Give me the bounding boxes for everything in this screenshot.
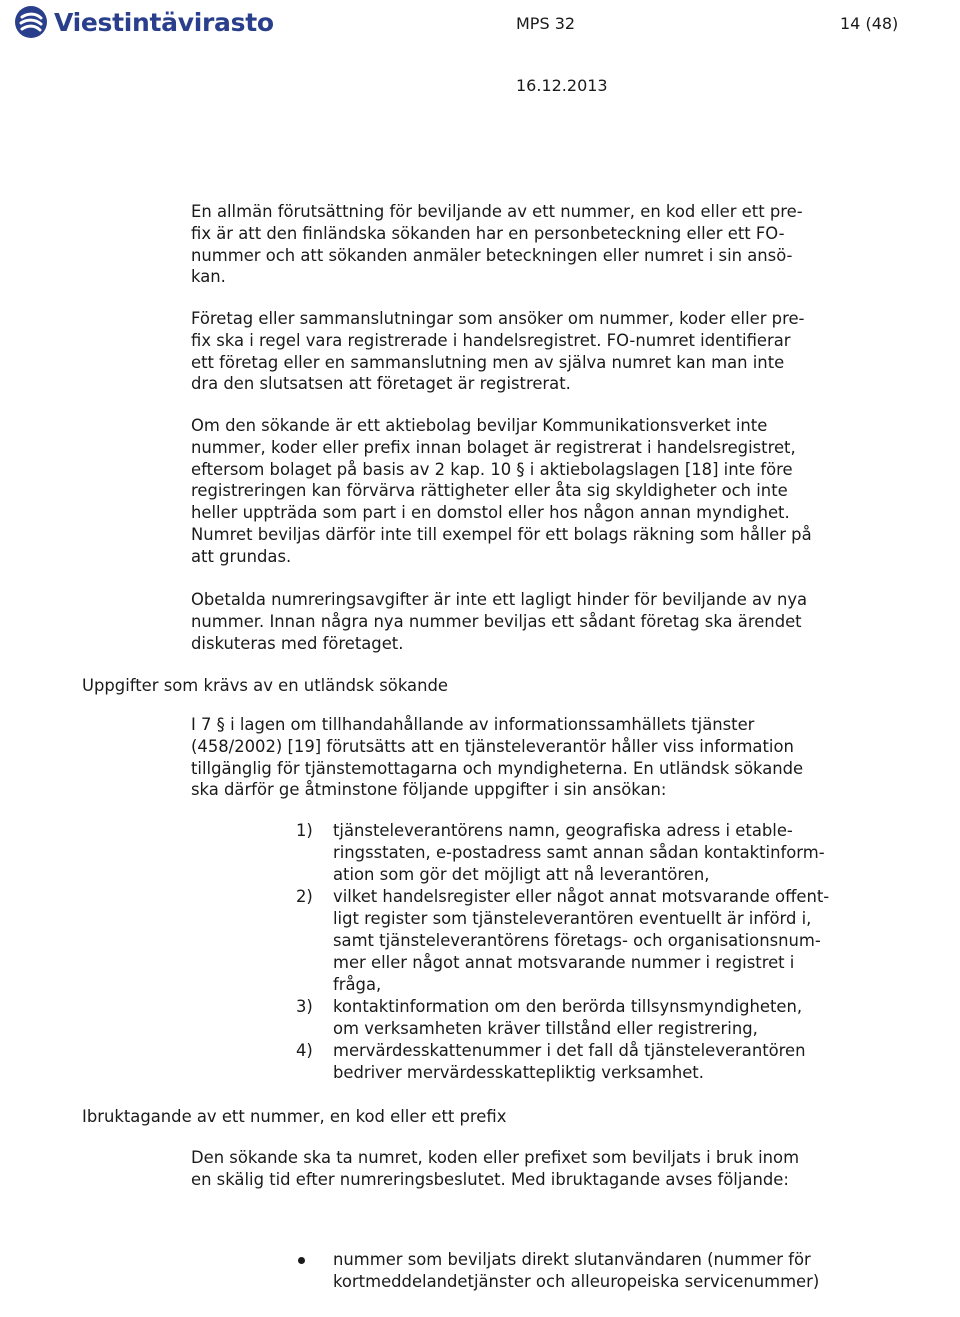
logo-mark-icon [14,5,48,39]
list-item: 3) kontaktinformation om den berörda tillsynsmyndigheten, om verksamheten kräver tillstånd eller registrering, [296,997,803,1038]
paragraph-unpaid-fees: Obetalda numreringsavgifter är inte ett lagligt hinder för beviljande av nya nummer. Innan några nya nummer beviljas ett sådant företag ska ärendet diskuteras med företaget. [191,590,808,653]
list-item: 1) tjänsteleverantörens namn, geografiska adress i etable- ringsstaten, e-postadress samt annan sådan kontaktinform- ation som gör det möjligt att nå leverantören, [296,821,825,884]
paragraph-general-requirement: En allmän förutsättning för beviljande av ett nummer, en kod eller ett pre- fix är att den finländska sökanden har en personbeteckning eller ett FO- nummer och att sökanden anmäler beteckningen eller numret i sin ansö- kan. [191,202,803,287]
section-heading-foreign-applicant: Uppgifter som krävs av en utländsk sökande [82,676,448,695]
agency-logo [14,4,274,40]
page-number: 14 (48) [840,14,899,33]
logo-text: Viestintävirasto [54,7,274,37]
paragraph-information-society: I 7 § i lagen om tillhandahållande av informationssamhällets tjänster (458/2002) [19] förutsätts att en tjänsteleverantör håller viss information tillgänglig för tjänstemottagarna och myndigheterna. En utländsk sökande ska därför ge åtminstone följande uppgifter i sin ansökan: [191,715,804,800]
document-id: MPS 32 [516,14,576,33]
paragraph-usage: Den sökande ska ta numret, koden eller prefixet som beviljats i bruk inom en skälig tid efter numreringsbeslutet. Med ibruktagande avses följande: [191,1148,800,1189]
paragraph-limited-company: Om den sökande är ett aktiebolag beviljar Kommunikationsverket inte nummer, koder eller prefix innan bolaget är registrerat i handelsregistret, eftersom bolaget på basis av 2 kap. 10 § i aktiebolagslagen [18] inte före registreringen kan förvärva rättigheter eller åta sig skyldigheter och inte heller uppträda som part i en domstol eller hos någon annan myndighet. Numret beviljas därför inte till exempel för ett bolags räkning som håller på att grundas. [191,416,812,566]
list-item: 2) vilket handelsregister eller något annat motsvarande offent- ligt register som tjänsteleverantören eventuellt är införd i, samt tjänsteleverantörens företags- och organisationsnum- mer eller något annat motsvarande nummer i registret i fråga, [296,887,830,994]
list-item: nummer som beviljats direkt slutanvändaren (nummer för kortmeddelandetjänster och alleuropeiska servicenummer) [296,1249,819,1293]
section-heading-usage: Ibruktagande av ett nummer, en kod eller ett prefix [82,1107,507,1126]
bullet-icon [298,1257,305,1264]
document-date: 16.12.2013 [516,76,608,95]
required-information-list [296,820,829,1084]
usage-bullet-list [296,1249,819,1293]
list-item: 4) mervärdesskattenummer i det fall då tjänsteleverantören bedriver mervärdesskattepliktig verksamhet. [296,1041,806,1082]
paragraph-trade-register: Företag eller sammanslutningar som ansöker om nummer, koder eller pre- fix ska i regel vara registrerade i handelsregistret. FO-numret identifierar ett företag eller en sammanslutning men av själva numret kan man inte dra den slutsatsen att företaget är registrerat. [191,309,805,394]
